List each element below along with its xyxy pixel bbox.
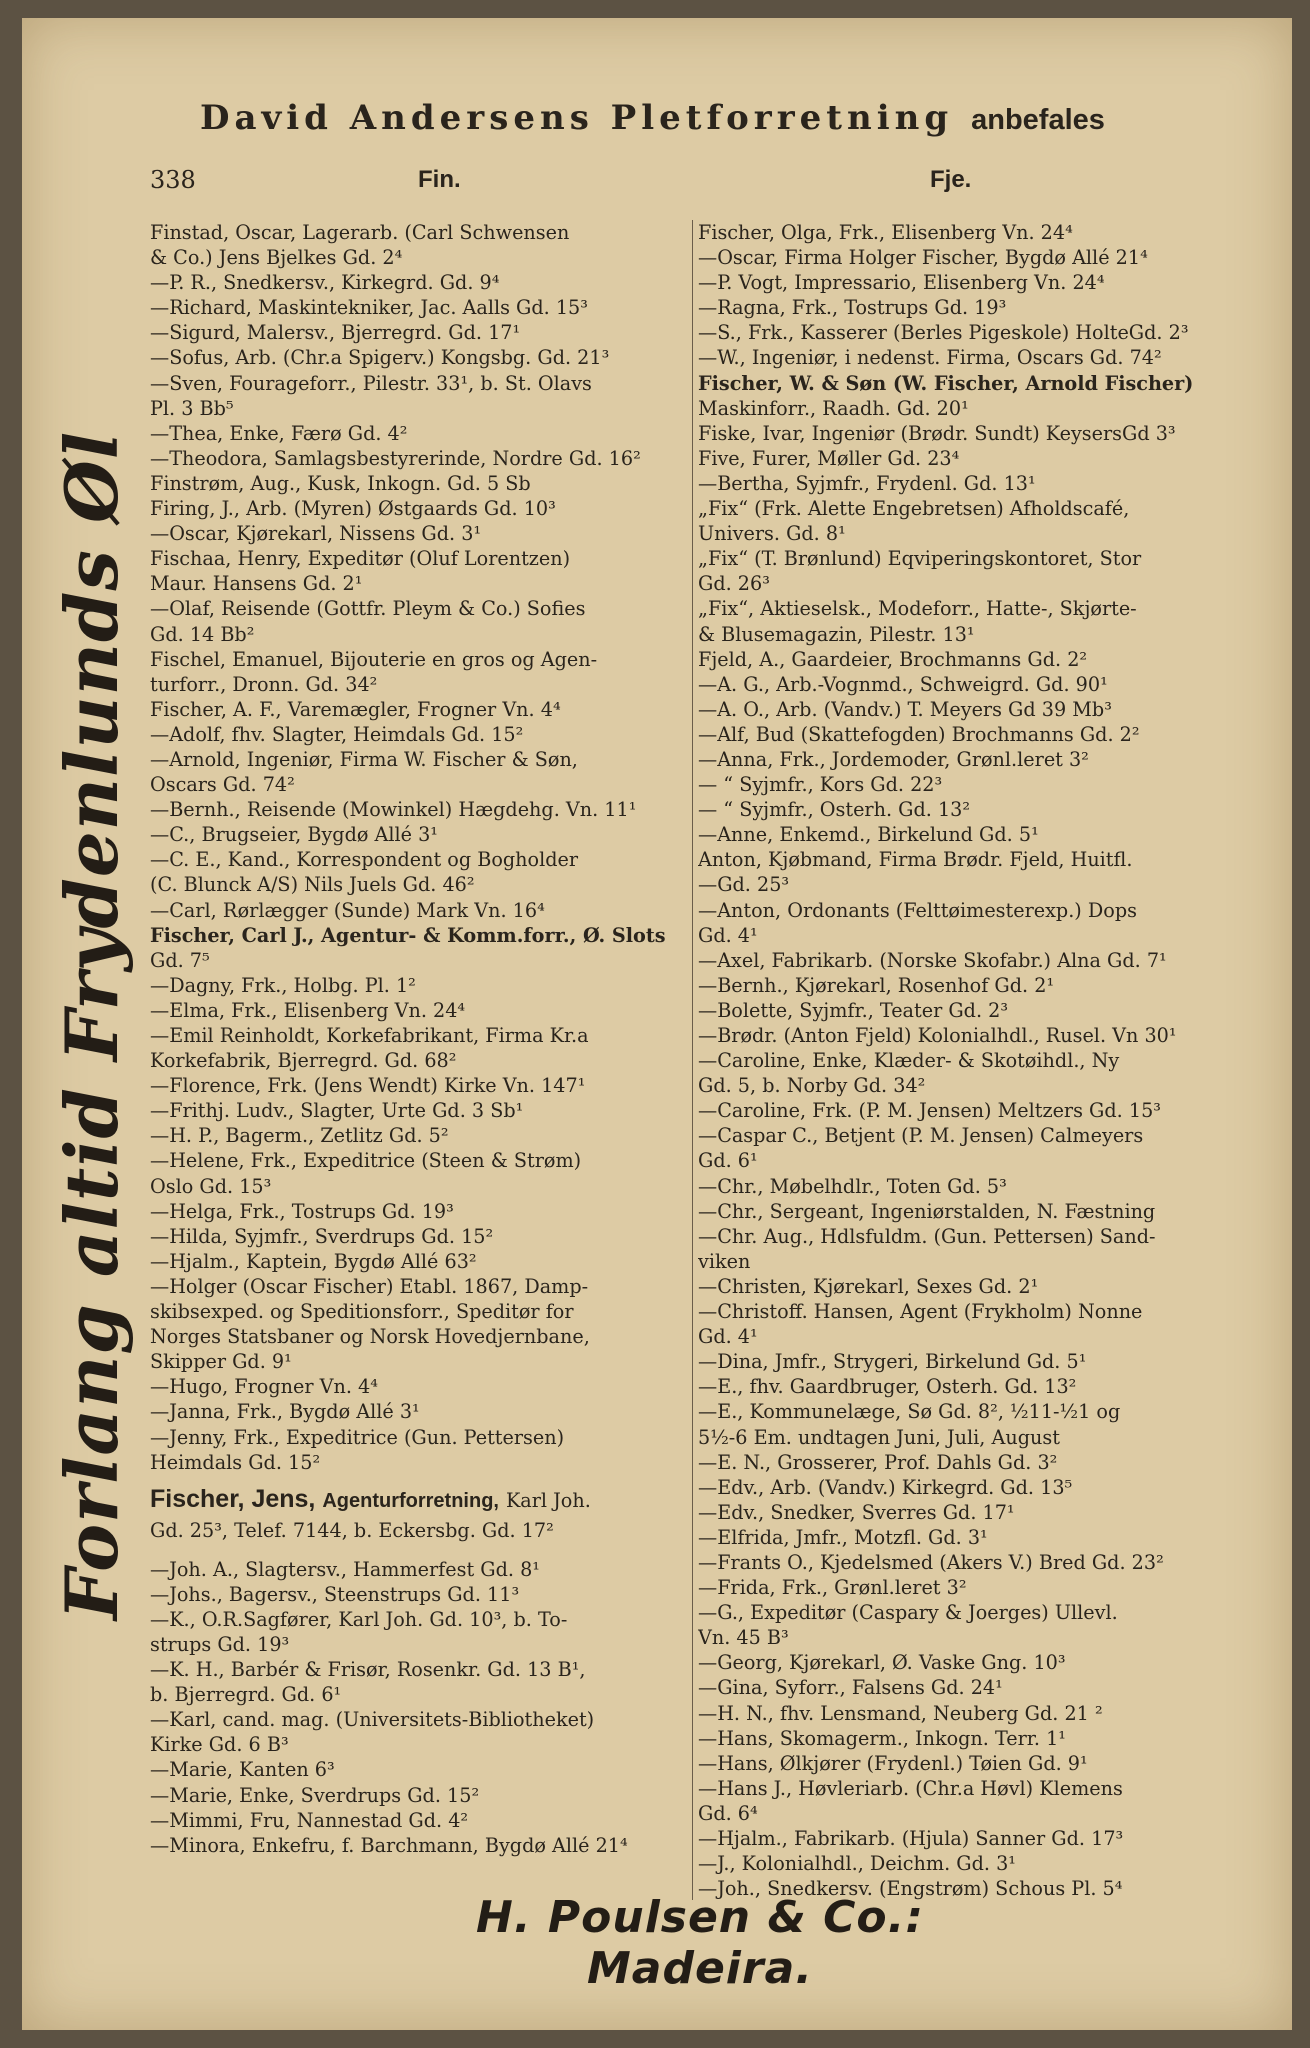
directory-line: —Helga, Frk., Tostrups Gd. 19³ (150, 1199, 454, 1223)
directory-line: —H. P., Bagerm., Zetlitz Gd. 5² (150, 1124, 449, 1148)
directory-line: —Janna, Frk., Bygdø Allé 3¹ (150, 1400, 420, 1424)
directory-line: Fischer, Olga, Frk., Elisenberg Vn. 24⁴ (698, 221, 1073, 244)
directory-line: —Edv., Snedker, Sverres Gd. 17¹ (698, 1500, 1015, 1524)
directory-line: —Georg, Kjørekarl, Ø. Vaske Gng. 10³ (698, 1651, 1066, 1675)
directory-line: —Dagny, Frk., Holbg. Pl. 1² (150, 973, 416, 997)
directory-line: Gd. 14 Bb² (150, 622, 255, 646)
banner-main-text: David Andersens Pletforretning (200, 98, 954, 138)
directory-line: Gd. 6⁴ (698, 1801, 758, 1825)
directory-line: Maur. Hansens Gd. 2¹ (150, 572, 363, 596)
directory-line: strups Gd. 19³ (150, 1632, 290, 1656)
directory-line: (C. Blunck A/S) Nils Juels Gd. 46² (150, 873, 475, 897)
directory-line: Fischer, Carl J., Agentur- & Komm.forr., Ø. Slots (150, 923, 666, 947)
directory-line: —Hans J., Høvleriarb. (Chr.a Høvl) Klemens (698, 1776, 1123, 1800)
jens-trade: Agenturforretning, (322, 1489, 499, 1512)
directory-line: Fischaa, Henry, Expeditør (Oluf Lorentzen) (150, 547, 571, 571)
directory-line: —Anton, Ordonants (Felttøimesterexp.) Dops (698, 898, 1137, 922)
directory-line: Kirke Gd. 6 B³ (150, 1733, 289, 1757)
page-number: 338 (150, 166, 196, 194)
left-column (150, 220, 695, 1858)
directory-line: Anton, Kjøbmand, Firma Brødr. Fjeld, Huitfl. (698, 848, 1133, 872)
directory-line: —C. E., Kand., Korrespondent og Bogholder (150, 848, 579, 872)
directory-line: —Holger (Oscar Fischer) Etabl. 1867, Damp- (150, 1274, 589, 1298)
directory-line: — “ Syjmfr., Kors Gd. 22³ (698, 773, 943, 797)
directory-line: —Frants O., Kjedelsmed (Akers V.) Bred Gd. 23² (698, 1550, 1164, 1574)
directory-line: —P. R., Snedkersv., Kirkegrd. Gd. 9⁴ (150, 271, 500, 295)
directory-line: —Anne, Enkemd., Birkelund Gd. 5¹ (698, 823, 1039, 847)
directory-line: —Edv., Arb. (Vandv.) Kirkegrd. Gd. 13⁵ (698, 1475, 1073, 1499)
directory-line: —Emil Reinholdt, Korkefabrikant, Firma Kr.a (150, 1024, 589, 1047)
directory-line: Norges Statsbaner og Norsk Hovedjernbane, (150, 1325, 590, 1349)
directory-line: turforr., Dronn. Gd. 34² (150, 672, 378, 696)
directory-line: —E. N., Grosserer, Prof. Dahls Gd. 3² (698, 1450, 1058, 1474)
directory-line: Fischel, Emanuel, Bijouterie en gros og Agen- (150, 647, 598, 671)
directory-line: Gd. 7⁵ (150, 948, 210, 972)
directory-line: —Carl, Rørlægger (Sunde) Mark Vn. 16⁴ (150, 898, 545, 922)
directory-line: —Johs., Bagersv., Steenstrups Gd. 11³ (150, 1582, 520, 1606)
directory-line: —Elma, Frk., Elisenberg Vn. 24⁴ (150, 998, 466, 1022)
directory-line: —Sigurd, Malersv., Bjerregrd. Gd. 17¹ (150, 321, 521, 345)
directory-line: Gd. 26³ (698, 572, 770, 596)
directory-line: Skipper Gd. 9¹ (150, 1350, 292, 1374)
directory-line: —Frithj. Ludv., Slagter, Urte Gd. 3 Sb¹ (150, 1099, 524, 1123)
directory-line: —K., O.R.Sagfører, Karl Joh. Gd. 10³, b. To- (150, 1607, 568, 1631)
directory-line: Heimdals Gd. 15² (150, 1450, 321, 1474)
directory-line: Fischer, W. & Søn (W. Fischer, Arnold Fischer) (698, 371, 1194, 395)
directory-line: —J., Kolonialhdl., Deichm. Gd. 3¹ (698, 1852, 1016, 1876)
directory-line: —Caspar C., Betjent (P. M. Jensen) Calmeyers (698, 1124, 1144, 1148)
directory-line: —Anna, Frk., Jordemoder, Grønl.leret 3² (698, 747, 1089, 771)
directory-line: —E., Kommunelæge, Sø Gd. 8², ½11-½1 og (698, 1400, 1121, 1424)
directory-line: „Fix“, Aktieselsk., Modeforr., Hatte-, Skjørte- (698, 597, 1137, 621)
directory-line: Univers. Gd. 8¹ (698, 522, 846, 546)
directory-line: —K. H., Barbér & Frisør, Rosenkr. Gd. 13 B¹, (150, 1658, 586, 1682)
directory-line: —Chr., Møbelhdlr., Toten Gd. 5³ (698, 1174, 1007, 1198)
directory-line: —S., Frk., Kasserer (Berles Pigeskole) HolteGd. 2³ (698, 321, 1189, 345)
directory-line: Finstrøm, Aug., Kusk, Inkogn. Gd. 5 Sb (150, 471, 531, 495)
directory-line: —Alf, Bud (Skattefogden) Brochmanns Gd. 2² (698, 722, 1140, 746)
directory-line: „Fix“ (T. Brønlund) Eqviperingskontoret, Stor (698, 547, 1142, 571)
directory-line: Gd. 4¹ (698, 1325, 758, 1349)
directory-line: —Minora, Enkefru, f. Barchmann, Bygdø Allé 21⁴ (150, 1833, 628, 1857)
directory-line: —Thea, Enke, Færø Gd. 4² (150, 421, 408, 445)
directory-line: & Blusemagazin, Pilestr. 13¹ (698, 622, 975, 646)
bottom-advert: H. Poulsen & Co.: Madeira. (476, 1892, 924, 1994)
directory-line: —Caroline, Enke, Klæder- & Skotøihdl., Ny (698, 1049, 1120, 1073)
directory-line: Five, Furer, Møller Gd. 23⁴ (698, 446, 960, 470)
directory-line: —Ragna, Frk., Tostrups Gd. 19³ (698, 296, 1007, 320)
directory-line: —Marie, Enke, Sverdrups Gd. 15² (150, 1783, 480, 1807)
right-column (698, 220, 1243, 1901)
directory-line: b. Bjerregrd. Gd. 6¹ (150, 1683, 342, 1707)
directory-line: —Hjalm., Kaptein, Bygdø Allé 63² (150, 1249, 477, 1273)
left-keyword: Fin. (418, 166, 461, 193)
directory-line: —Sofus, Arb. (Chr.a Spigerv.) Kongsbg. Gd. 21³ (150, 346, 610, 370)
jens-fischer-entry (150, 1475, 695, 1557)
directory-line: Gd. 6¹ (698, 1149, 758, 1173)
directory-line: Oscars Gd. 74² (150, 773, 295, 797)
directory-line: —Hugo, Frogner Vn. 4⁴ (150, 1375, 378, 1399)
directory-line: —Mimmi, Fru, Nannestad Gd. 4² (150, 1808, 469, 1832)
left-entries-tail (150, 1557, 695, 1858)
directory-line: —Gina, Syforr., Falsens Gd. 24¹ (698, 1676, 1003, 1700)
directory-line: —E., fhv. Gaardbruger, Osterh. Gd. 13² (698, 1375, 1077, 1399)
banner-side-text: anbefales (971, 104, 1105, 136)
directory-line: Maskinforr., Raadh. Gd. 20¹ (698, 396, 969, 420)
directory-line: skibsexped. og Speditionsforr., Speditør for (150, 1300, 574, 1324)
directory-line: Gd. 5, b. Norby Gd. 34² (698, 1074, 926, 1098)
directory-line: & Co.) Jens Bjelkes Gd. 2⁴ (150, 246, 403, 270)
right-entries (698, 220, 1243, 1901)
directory-line: 5½-6 Em. undtagen Juni, Juli, August (698, 1425, 1060, 1449)
jens-address: Gd. 25³, Telef. 7144, b. Eckersbg. Gd. 17² (150, 1518, 554, 1542)
directory-line: —Florence, Frk. (Jens Wendt) Kirke Vn. 147¹ (150, 1074, 586, 1098)
left-entries (150, 220, 695, 1475)
directory-line: —Karl, cand. mag. (Universitets-Bibliotheket) (150, 1708, 595, 1732)
directory-line: Firing, J., Arb. (Myren) Østgaards Gd. 10³ (150, 497, 556, 521)
directory-line: —A. G., Arb.-Vognmd., Schweigrd. Gd. 90¹ (698, 672, 1108, 696)
directory-line: —Jenny, Frk., Expeditrice (Gun. Pettersen) (150, 1425, 565, 1449)
directory-line: —Chr., Sergeant, Ingeniørstalden, N. Fæstning (698, 1199, 1156, 1223)
top-advert-banner (200, 98, 1200, 148)
directory-line: —G., Expeditør (Caspary & Joerges) Ullevl. (698, 1601, 1118, 1625)
directory-line: —Oscar, Kjørekarl, Nissens Gd. 3¹ (150, 522, 482, 546)
directory-line: —Theodora, Samlagsbestyrerinde, Nordre Gd. 16² (150, 446, 641, 470)
directory-line: —Joh., Snedkersv. (Engstrøm) Schous Pl. 5⁴ (698, 1877, 1123, 1901)
directory-line: „Fix“ (Frk. Alette Engebretsen) Afholdscafé, (698, 497, 1130, 521)
directory-line: —Dina, Jmfr., Strygeri, Birkelund Gd. 5¹ (698, 1350, 1087, 1374)
directory-line: —Hans, Ølkjører (Frydenl.) Tøien Gd. 9¹ (698, 1751, 1088, 1775)
directory-line: —Elfrida, Jmfr., Motzfl. Gd. 3¹ (698, 1525, 988, 1549)
directory-line: —Olaf, Reisende (Gottfr. Pleym & Co.) Sofies (150, 597, 586, 621)
directory-line: —Bernh., Reisende (Mowinkel) Hægdehg. Vn. 11¹ (150, 798, 637, 822)
directory-line: —Bernh., Kjørekarl, Rosenhof Gd. 2¹ (698, 973, 1055, 997)
directory-line: —Richard, Maskintekniker, Jac. Aalls Gd. 15³ (150, 296, 588, 320)
directory-line: —Hans, Skomagerm., Inkogn. Terr. 1¹ (698, 1726, 1066, 1750)
directory-line: Gd. 4¹ (698, 923, 758, 947)
directory-line: —Christen, Kjørekarl, Sexes Gd. 2¹ (698, 1274, 1039, 1298)
directory-line: —Bolette, Syjmfr., Teater Gd. 2³ (698, 998, 1009, 1022)
directory-line: —A. O., Arb. (Vandv.) T. Meyers Gd 39 Mb³ (698, 697, 1112, 721)
directory-line: —Christoff. Hansen, Agent (Frykholm) Nonne (698, 1300, 1143, 1324)
directory-line: —P. Vogt, Impressario, Elisenberg Vn. 24⁴ (698, 271, 1105, 295)
directory-line: Oslo Gd. 15³ (150, 1174, 272, 1198)
jens-name: Fischer, Jens, (150, 1484, 316, 1513)
side-advert (44, 430, 140, 1620)
directory-line: —H. N., fhv. Lensmand, Neuberg Gd. 21 ² (698, 1701, 1103, 1725)
directory-line: viken (698, 1249, 751, 1273)
directory-line: Vn. 45 B³ (698, 1626, 789, 1650)
directory-line: —Caroline, Frk. (P. M. Jensen) Meltzers Gd. 15³ (698, 1099, 1161, 1123)
directory-line: —Brødr. (Anton Fjeld) Kolonialhdl., Rusel. Vn 30¹ (698, 1024, 1177, 1047)
directory-line: —Marie, Kanten 6³ (150, 1758, 335, 1782)
directory-line: —Chr. Aug., Hdlsfuldm. (Gun. Pettersen) Sand- (698, 1224, 1156, 1248)
directory-line: Finstad, Oscar, Lagerarb. (Carl Schwensen (150, 221, 570, 244)
right-keyword: Fje. (930, 166, 972, 193)
directory-line: — “ Syjmfr., Osterh. Gd. 13² (698, 798, 971, 822)
directory-line: —Sven, Fourageforr., Pilestr. 33¹, b. St. Olavs (150, 371, 592, 395)
directory-line: Fischer, A. F., Varemægler, Frogner Vn. 4⁴ (150, 697, 561, 721)
directory-line: —Bertha, Syjmfr., Frydenl. Gd. 13¹ (698, 471, 1036, 495)
directory-line: —C., Brugseier, Bygdø Allé 3¹ (150, 823, 438, 847)
directory-line: —W., Ingeniør, i nedenst. Firma, Oscars Gd. 74² (698, 346, 1162, 370)
directory-line: —Joh. A., Slagtersv., Hammerfest Gd. 8¹ (150, 1557, 540, 1581)
directory-line: —Arnold, Ingeniør, Firma W. Fischer & Søn, (150, 747, 578, 771)
directory-line: —Gd. 25³ (698, 873, 790, 897)
directory-line: —Adolf, fhv. Slagter, Heimdals Gd. 15² (150, 722, 524, 746)
directory-line: —Hilda, Syjmfr., Sverdrups Gd. 15² (150, 1224, 494, 1248)
side-advert-text: Forlang altid Frydenlunds Øl (49, 430, 135, 1620)
directory-line: Fjeld, A., Gaardeier, Brochmanns Gd. 2² (698, 647, 1088, 671)
directory-line: —Oscar, Firma Holger Fischer, Bygdø Allé 21⁴ (698, 246, 1148, 270)
directory-line: Fiske, Ivar, Ingeniør (Brødr. Sundt) KeysersGd 3³ (698, 421, 1176, 445)
directory-line: Korkefabrik, Bjerregrd. Gd. 68² (150, 1049, 457, 1073)
jens-rest: Karl Joh. (505, 1488, 591, 1512)
directory-line: —Axel, Fabrikarb. (Norske Skofabr.) Alna Gd. 7¹ (698, 948, 1167, 972)
directory-line: —Hjalm., Fabrikarb. (Hjula) Sanner Gd. 17³ (698, 1827, 1124, 1850)
directory-line: —Frida, Frk., Grønl.leret 3² (698, 1576, 967, 1600)
directory-line: Pl. 3 Bb⁵ (150, 396, 234, 420)
directory-line: —Helene, Frk., Expeditrice (Steen & Strøm) (150, 1149, 582, 1173)
